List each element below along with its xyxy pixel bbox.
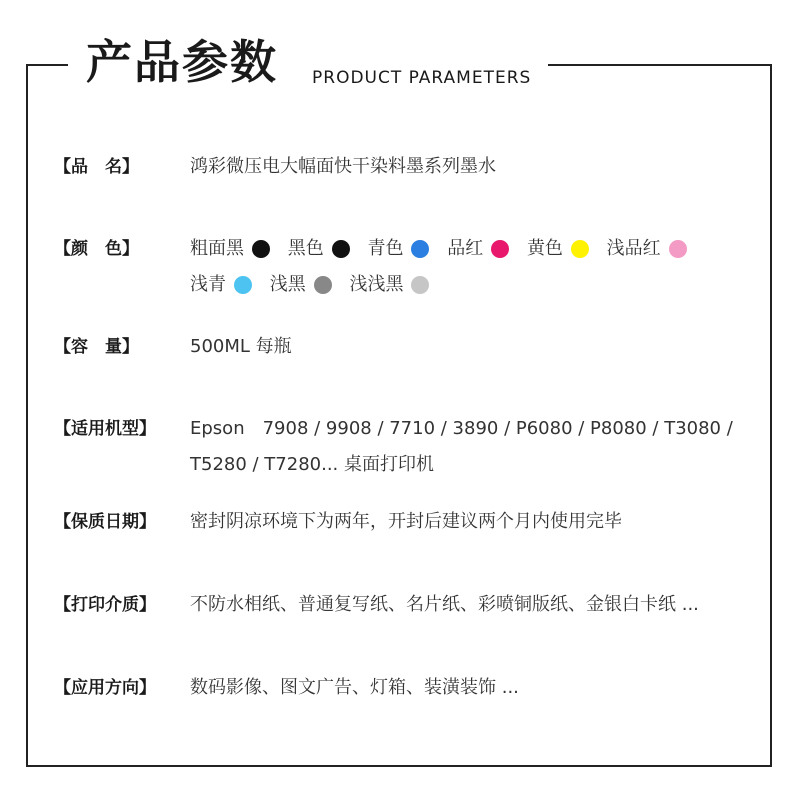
color-swatch xyxy=(571,240,589,258)
color-swatch xyxy=(314,276,332,294)
param-value-color xyxy=(190,231,770,303)
color-item xyxy=(527,231,597,267)
models-line-1: Epson 7908 / 9908 / 7710 / 3890 / P6080 / P8080 / T3080 / xyxy=(190,418,733,439)
color-item xyxy=(349,267,437,303)
color-swatch xyxy=(252,240,270,258)
param-label-capacity: 【容 量】 xyxy=(54,337,139,357)
color-swatch xyxy=(491,240,509,258)
models-line-2: T5280 / T7280... 桌面打印机 xyxy=(190,454,435,475)
color-name: 浅品红 xyxy=(606,238,661,259)
param-label-models: 【适用机型】 xyxy=(54,419,156,439)
color-name: 青色 xyxy=(367,238,404,259)
color-item xyxy=(367,231,437,267)
color-swatch xyxy=(411,276,429,294)
param-value-application: 数码影像、图文广告、灯箱、装潢装饰 ... xyxy=(190,677,519,698)
param-value-models xyxy=(190,411,770,483)
page-subtitle: PRODUCT PARAMETERS xyxy=(312,68,532,88)
param-value-media: 不防水相纸、普通复写纸、名片纸、彩喷铜版纸、金银白卡纸 ... xyxy=(190,594,699,615)
param-label-media: 【打印介质】 xyxy=(54,595,156,615)
color-name: 粗面黑 xyxy=(190,238,244,259)
color-name: 浅青 xyxy=(190,274,226,295)
color-name: 浅浅黑 xyxy=(349,274,404,295)
color-name: 黑色 xyxy=(287,238,324,259)
color-list-line-1 xyxy=(190,231,770,267)
param-value-name: 鸿彩微压电大幅面快干染料墨系列墨水 xyxy=(190,156,496,177)
param-label-name: 【品 名】 xyxy=(54,157,139,177)
color-name: 品红 xyxy=(447,238,484,259)
color-item xyxy=(190,231,278,267)
page-title: 产品参数 xyxy=(86,35,278,89)
color-name: 浅黑 xyxy=(269,274,306,295)
color-item xyxy=(607,231,695,267)
color-swatch xyxy=(332,240,350,258)
color-item xyxy=(270,267,340,303)
param-label-shelf-life: 【保质日期】 xyxy=(54,512,156,532)
color-name: 黄色 xyxy=(526,238,563,259)
param-label-application: 【应用方向】 xyxy=(54,678,156,698)
color-item xyxy=(190,267,260,303)
param-label-color: 【颜 色】 xyxy=(54,239,139,259)
param-value-capacity: 500ML 每瓶 xyxy=(190,336,292,357)
color-swatch xyxy=(234,276,252,294)
color-swatch xyxy=(669,240,687,258)
color-swatch xyxy=(411,240,429,258)
color-item xyxy=(447,231,517,267)
param-value-shelf-life: 密封阴凉环境下为两年，开封后建议两个月内使用完毕 xyxy=(190,511,622,532)
color-list-line-2 xyxy=(190,267,770,303)
color-item xyxy=(288,231,358,267)
